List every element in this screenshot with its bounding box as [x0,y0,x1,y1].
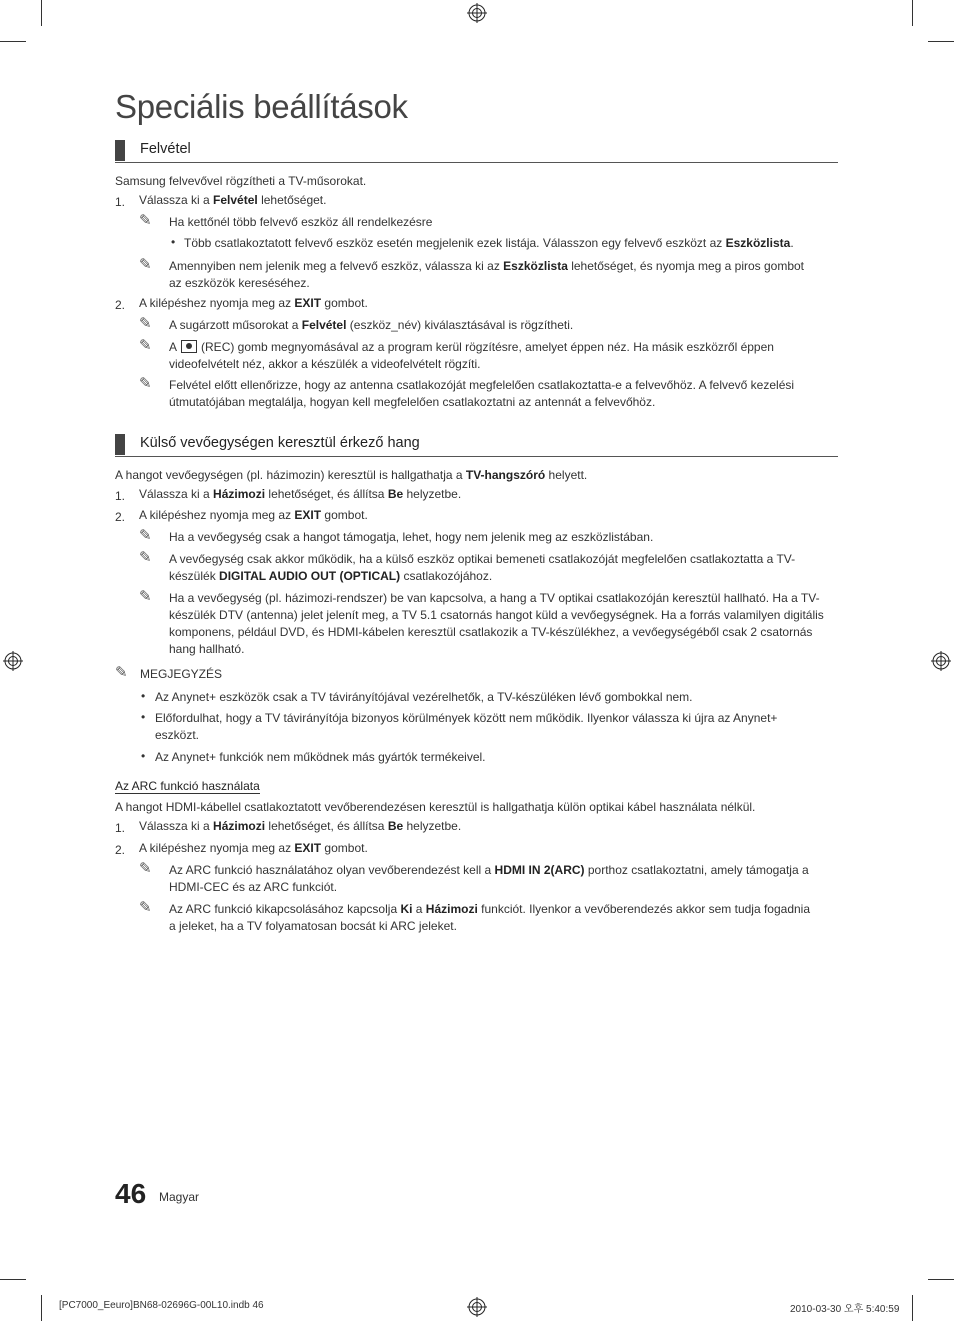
bullet: • [141,749,146,763]
bullet-text: eszközt. [155,728,200,742]
paragraph: A hangot HDMI-kábellel csatlakoztatott vevőberendezésen keresztül is hallgathatja külön optikai kábel használata nélkül. [115,800,756,814]
page-title: Speciális beállítások [115,88,408,125]
memo-label: MEGJEGYZÉS [140,667,223,681]
section-heading-kulso-vevoegyseg [115,434,838,457]
step-text: A kilépéshez nyomja meg az EXIT gombot. [139,841,368,855]
crop-mark [928,1279,954,1280]
note-text: útmutatójában megtalálja, hogyan kell megfelelően csatlakoztatni az antennát a felvevőhöz. [169,395,656,409]
crop-mark [41,0,42,26]
registration-mark-icon [931,651,951,671]
note-text: A sugárzott műsorokat a Felvétel (eszköz_név) kiválasztásával is rögzítheti. [169,318,574,332]
pencil-note-icon: ✎ [139,899,152,916]
note-text: Amennyiben nem jelenik meg a felvevő eszköz, válassza ki az Eszközlista lehetőséget, és nyomja meg a piros gombot [169,259,805,273]
note-text: HDMI-CEC és az ARC funkciót. [169,880,338,894]
note-text: videofelvételt néz, akkor a készülék a videofelvételt rögzíti. [169,357,481,371]
note-text: a jeleket, ha a TV folyamatosan bocsát ki ARC jeleket. [169,919,457,933]
note-text: Az ARC funkció kikapcsolásához kapcsolja Ki a Házimozi funkciót. Ilyenkor a vevőberendezés akkor sem tudja fogadnia [169,902,811,916]
paragraph: Samsung felvevővel rögzítheti a TV-műsorokat. [115,174,367,188]
note-text: Ha a vevőegység (pl. házimozi-rendszer) be van kapcsolva, a hang a TV optikai csatlakozóján keresztül hallható. Ha a TV- [169,591,820,605]
note-text: Felvétel előtt ellenőrizze, hogy az antenna csatlakozóját megfelelően csatlakoztatta-e a felvevőhöz. A felvevő kezelési [169,378,795,392]
crop-mark [912,1295,913,1321]
step-text: Válassza ki a Házimozi lehetőséget, és állítsa Be helyzetbe. [139,819,462,833]
bullet-text: Előfordulhat, hogy a TV távirányítója bizonyos körülmények között nem működik. Ilyenkor válassza ki újra az Anynet+ [155,711,778,725]
rec-button-icon [181,340,197,353]
bullet-text: Több csatlakoztatott felvevő eszköz esetén megjelenik ezek listája. Válasszon egy felvevő eszközt az Eszközlista. [184,236,794,250]
section-heading-felvetel [115,140,838,163]
crop-mark [0,1279,26,1280]
pencil-note-icon: ✎ [139,256,152,273]
pencil-note-icon: ✎ [139,315,152,332]
subsection-heading-arc: Az ARC funkció használata [115,779,260,793]
pencil-note-icon: ✎ [115,664,128,681]
note-text: hang hallható. [169,642,245,656]
bullet-text: Az Anynet+ eszközök csak a TV távirányítójával vezérelhetők, a TV-készüléken lévő gombokkal nem. [155,690,693,704]
pencil-note-icon: ✎ [139,375,152,392]
registration-mark-icon [467,1297,487,1317]
note-text: Az ARC funkció használatához olyan vevőberendezést kell a HDMI IN 2(ARC) porthoz csatlakoztatni, amely támogatja a [169,863,809,877]
page-language: Magyar [159,1190,200,1204]
crop-mark [41,1295,42,1321]
registration-mark-icon [467,3,487,23]
step-text: Válassza ki a Házimozi lehetőséget, és állítsa Be helyzetbe. [139,487,462,501]
note-text: A vevőegység csak akkor működik, ha a külső eszköz optikai bemeneti csatlakozóját megfelelően csatlakoztatta a TV- [169,552,796,566]
pencil-note-icon: ✎ [139,860,152,877]
step-number: 1. [115,489,126,503]
section-title: Külső vevőegységen keresztül érkező hang [140,435,420,451]
step-number: 2. [115,298,126,312]
step-number: 2. [115,510,126,524]
crop-mark [928,41,954,42]
step-number: 1. [115,821,126,835]
paragraph: A hangot vevőegységen (pl. házimozin) keresztül is hallgathatja a TV-hangszóró helyett. [115,468,588,482]
registration-mark-icon [3,651,23,671]
crop-mark [912,0,913,26]
page-number: 46 [115,1178,147,1209]
note-text: Ha a vevőegység csak a hangot támogatja, lehet, hogy nem jelenik meg az eszközlistában. [169,530,654,544]
step-text: Válassza ki a Felvétel lehetőséget. [139,193,327,207]
heading-bar [115,434,125,455]
note-text: készülék DIGITAL AUDIO OUT (OPTICAL) csatlakozójához. [169,569,493,583]
pencil-note-icon: ✎ [139,337,152,354]
bullet: • [141,710,146,724]
step-text: A kilépéshez nyomja meg az EXIT gombot. [139,296,368,310]
footer-timestamp: 2010-03-30 오후 5:40:59 [790,1304,900,1315]
note-text: az eszközök kereséséhez. [169,276,310,290]
note-text: A (REC) gomb megnyomásával az a program kerül rögzítésre, amelyet éppen néz. Ha másik eszközről éppen [169,340,774,354]
step-number: 2. [115,843,126,857]
pencil-note-icon: ✎ [139,527,152,544]
step-text: A kilépéshez nyomja meg az EXIT gombot. [139,508,368,522]
bullet: • [171,235,176,249]
note-text: Ha kettőnél több felvevő eszköz áll rendelkezésre [169,215,433,229]
step-number: 1. [115,195,126,209]
note-text: komponens, például DVD, és HDMI-kábelen keresztül csatlakozik a TV-készülékhez, a vevőegységéből csak 2 csatornás [169,625,813,639]
note-text: készülék DTV (antenna) jelet jelenít meg, a TV 5.1 csatornás hangot küld a vevőegységnek. Ha a forrás valamilyen digitális [169,608,824,622]
pencil-note-icon: ✎ [139,212,152,229]
heading-bar [115,140,125,161]
section-title: Felvétel [140,141,191,157]
bullet: • [141,689,146,703]
crop-mark [0,41,26,42]
pencil-note-icon: ✎ [139,549,152,566]
pencil-note-icon: ✎ [139,588,152,605]
bullet-text: Az Anynet+ funkciók nem működnek más gyártók termékeivel. [155,750,486,764]
footer-file: [PC7000_Eeuro]BN68-02696G-00L10.indb 46 [59,1300,264,1311]
